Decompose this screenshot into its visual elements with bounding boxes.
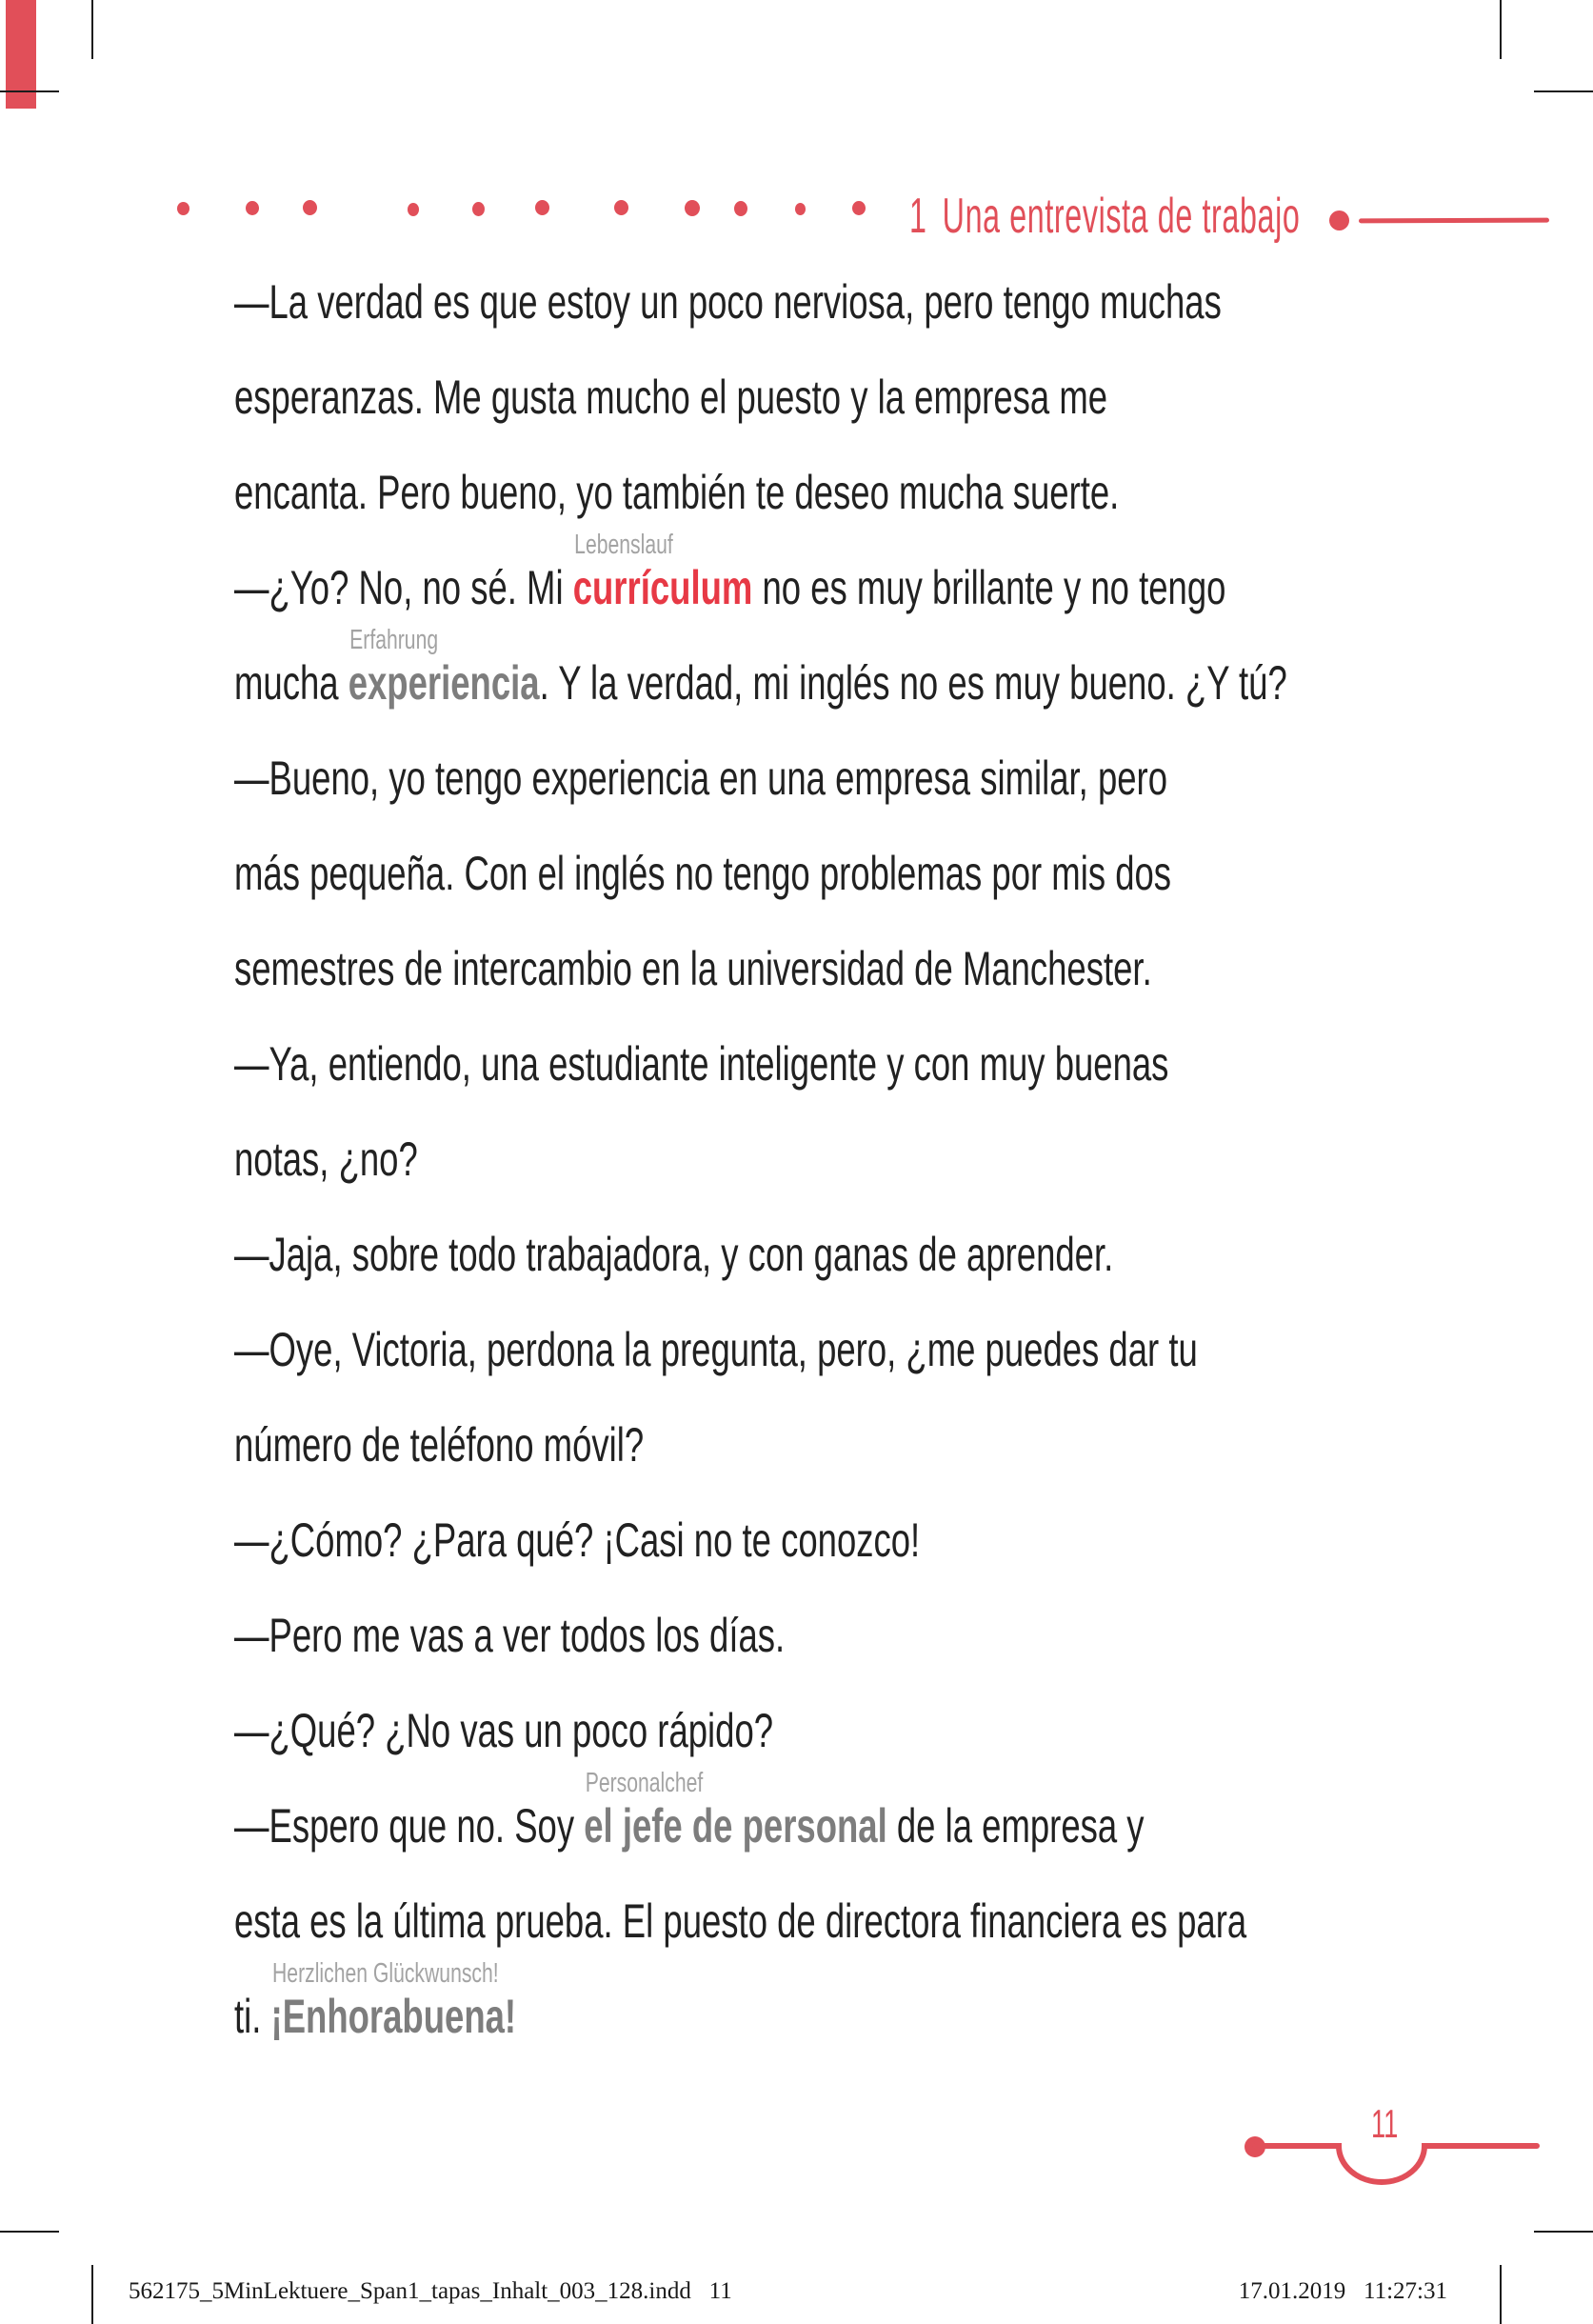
dialogue-text: esta es la última prueba. El puesto de directora financiera es para: [234, 1894, 1247, 1948]
decorative-dot-icon: [472, 202, 485, 216]
dialogue-line: [234, 625, 1287, 710]
translation-annotation: Personalchef: [585, 1768, 704, 1798]
decorative-dot-icon: [852, 201, 866, 215]
dialogue-line: [234, 1610, 785, 1661]
dialogue-text: —¿Cómo? ¿Para qué? ¡Casi no te conozco!: [234, 1513, 921, 1567]
dialogue-line: [234, 1705, 773, 1756]
crop-mark: [1534, 90, 1593, 92]
chapter-number: 1: [909, 189, 927, 244]
dialogue-line: [234, 1514, 920, 1566]
crop-mark: [0, 90, 59, 92]
dialogue-line: [234, 276, 1222, 328]
vocab-word: experiencia Erfahrung: [348, 625, 540, 710]
dialogue-line: [234, 1958, 517, 2043]
dialogue-text: —Bueno, yo tengo experiencia en una empresa similar, pero: [234, 751, 1168, 805]
dialogue-text: —Oye, Victoria, perdona la pregunta, pero, ¿me puedes dar tu: [234, 1323, 1198, 1376]
dialogue-text: de la empresa y: [886, 1799, 1145, 1853]
decorative-dot-icon: [303, 200, 317, 215]
dialogue-text: número de teléfono móvil?: [234, 1418, 645, 1472]
crop-mark: [0, 2231, 59, 2233]
dialogue-text: —¿Yo? No, no sé. Mi: [234, 561, 573, 614]
dialogue-line: [234, 1133, 418, 1185]
crop-mark: [91, 2265, 93, 2324]
dialogue-text: —Pero me vas a ver todos los días.: [234, 1609, 786, 1662]
dialogue-text: notas, ¿no?: [234, 1132, 418, 1186]
dialogue-line: [234, 467, 1119, 518]
translation-annotation: Lebenslauf: [574, 530, 673, 560]
chapter-title: [909, 189, 1300, 244]
dialogue: [234, 276, 1472, 2086]
translation-annotation: Erfahrung: [349, 625, 439, 655]
dialogue-text: no es muy brillante y no tengo: [752, 561, 1226, 614]
decorative-dot-icon: [535, 200, 549, 215]
header-line-dot-icon: [1329, 210, 1349, 230]
dialogue-line: [234, 371, 1107, 423]
chapter-title-text: Una entrevista de trabajo: [942, 189, 1301, 244]
crop-mark: [1500, 0, 1502, 59]
translation-annotation: Herzlichen Glückwunsch!: [272, 1958, 499, 1989]
crop-mark: [91, 0, 93, 59]
dialogue-text: . Y la verdad, mi inglés no es muy bueno. ¿Y tú?: [539, 656, 1287, 710]
decorative-dot-icon: [795, 203, 806, 215]
vocab-word: el jefe de personal Personalchef: [584, 1768, 887, 1853]
dialogue-line: [234, 1895, 1246, 1947]
footer-timestamp: 17.01.2019 11:27:31: [1238, 2278, 1447, 2304]
decorative-dot-icon: [177, 202, 189, 215]
dialogue-text: esperanzas. Me gusta mucho el puesto y la empresa me: [234, 371, 1108, 424]
footer-filename: 562175_5MinLektuere_Span1_tapas_Inhalt_003_128.indd 11: [129, 2278, 732, 2304]
dialogue-text: —Ya, entiendo, una estudiante inteligente y con muy buenas: [234, 1037, 1169, 1091]
dialogue-line: [234, 1324, 1198, 1375]
dialogue-text: —Jaja, sobre todo trabajadora, y con ganas de aprender.: [234, 1228, 1114, 1281]
dialogue-line: [234, 1229, 1113, 1280]
dialogue-line: [234, 752, 1167, 804]
dialogue-text: —Espero que no. Soy: [234, 1799, 585, 1853]
dialogue-text: —¿Qué? ¿No vas un poco rápido?: [234, 1704, 774, 1757]
header-line: [1359, 218, 1549, 224]
dialogue-line: [234, 943, 1152, 994]
dialogue-line: [234, 1419, 644, 1471]
dialogue-text: semestres de intercambio en la universidad de Manchester.: [234, 942, 1152, 995]
decorative-dot-icon: [685, 200, 700, 216]
vocab-word: ¡Enhorabuena! Herzlichen Glückwunsch!: [270, 1958, 517, 2043]
crop-mark: [1534, 2231, 1593, 2233]
page-number: 11: [1371, 2101, 1399, 2146]
dialogue-text: encanta. Pero bueno, yo también te deseo mucha suerte.: [234, 466, 1120, 519]
dialogue-text: —La verdad es que estoy un poco nerviosa, pero tengo muchas: [234, 275, 1222, 329]
dialogue-text: más pequeña. Con el inglés no tengo problemas por mis dos: [234, 847, 1172, 900]
dialogue-line: [234, 848, 1171, 899]
decorative-dot-icon: [246, 201, 259, 215]
decorative-dot-icon: [614, 200, 628, 215]
dialogue-line: [234, 1768, 1145, 1853]
vocab-word: currículum Lebenslauf: [572, 530, 753, 614]
dialogue-line: [234, 530, 1226, 614]
dialogue-line: [234, 1038, 1168, 1090]
decorative-dot-icon: [408, 203, 419, 216]
crop-mark: [1500, 2265, 1502, 2324]
dialogue-text: ti.: [234, 1990, 271, 2043]
decorative-dot-icon: [734, 201, 747, 216]
dialogue-text: mucha: [234, 656, 348, 710]
